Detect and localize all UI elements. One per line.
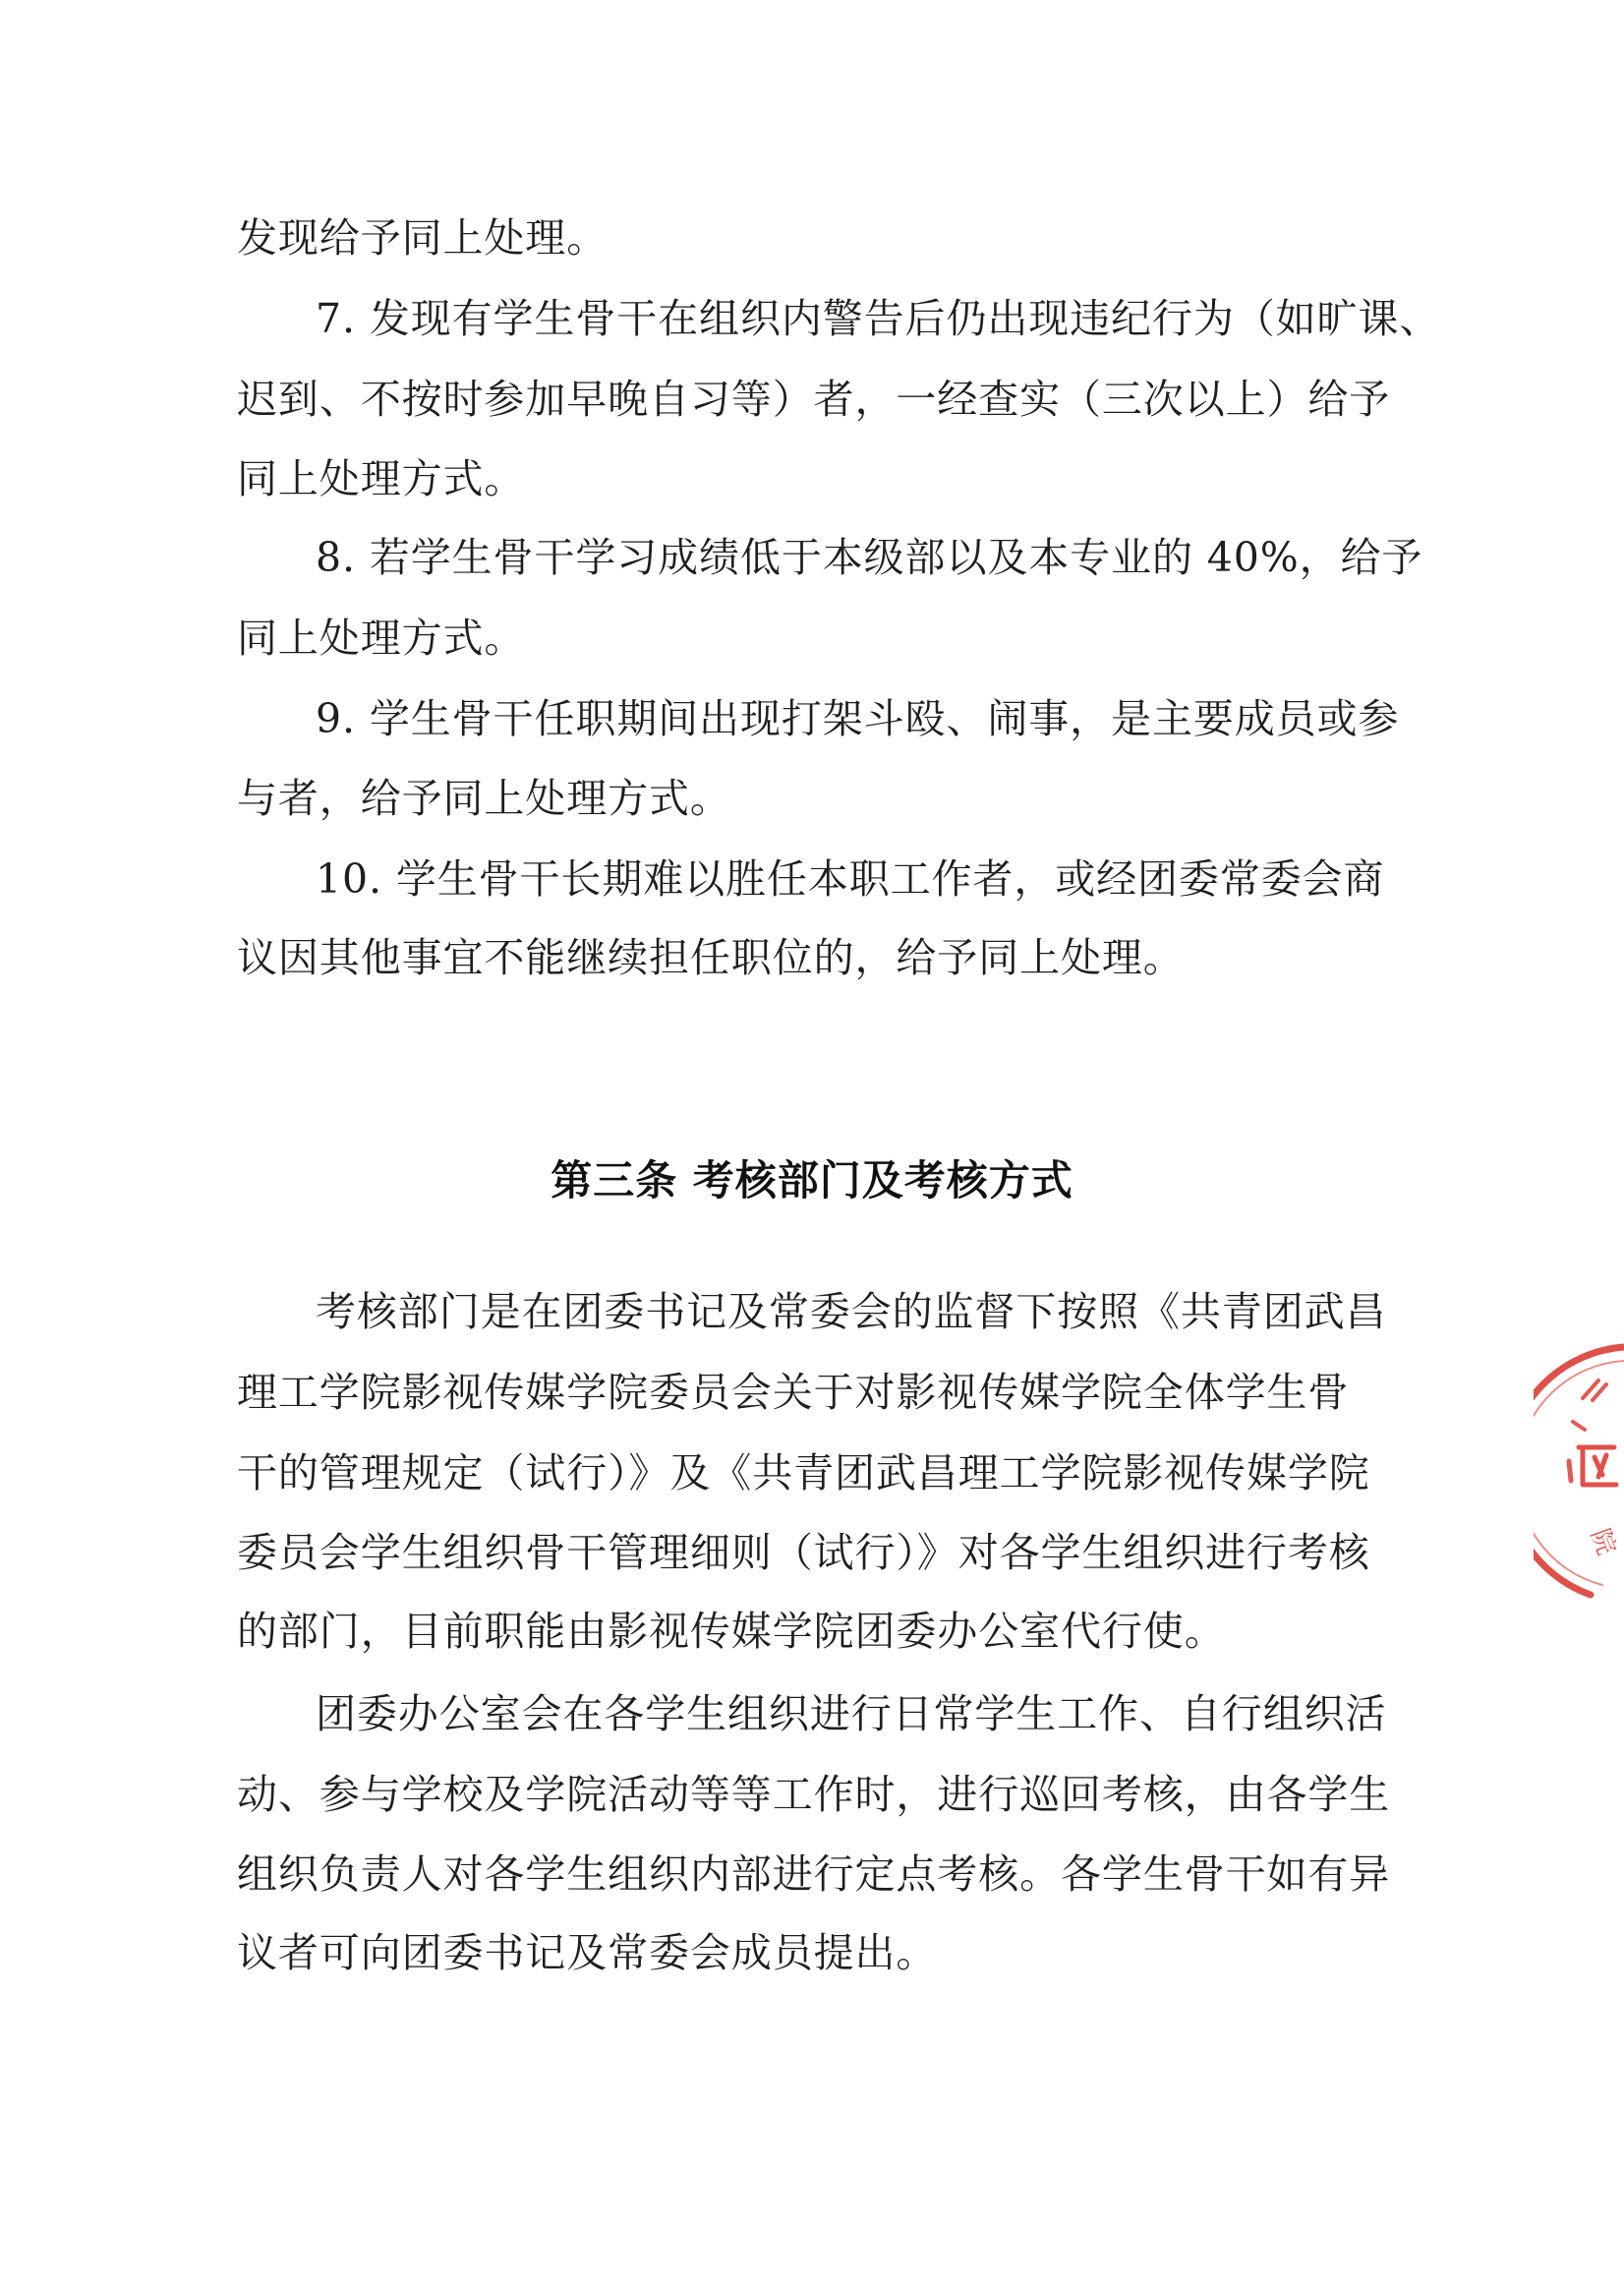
list-item-8: 8. 若学生骨干学习成绩低于本级部以及本专业的 40%，给予 (316, 534, 1423, 581)
official-seal-stamp (1534, 1337, 1624, 1603)
text-line: 理工学院影视传媒学院委员会关于对影视传媒学院全体学生骨 (237, 1369, 1350, 1416)
text-line: 同上处理方式。 (237, 455, 526, 502)
text-line: 的部门，目前职能由影视传媒学院团委办公室代行使。 (237, 1608, 1226, 1655)
paragraph-start: 考核部门是在团委书记及常委会的监督下按照《共青团武昌 (316, 1288, 1387, 1335)
text-line: 与者，给予同上处理方式。 (237, 775, 731, 822)
article-heading: 第三条 考核部门及考核方式 (551, 1156, 1073, 1204)
text-line: 迟到、不按时参加早晚自习等）者，一经查实（三次以上）给予 (237, 376, 1391, 423)
list-item-10: 10. 学生骨干长期难以胜任本职工作者，或经团委常委会商 (316, 855, 1385, 903)
text-line: 干的管理规定（试行）》及《共青团武昌理工学院影视传媒学院 (237, 1449, 1370, 1497)
text-line: 委员会学生组织骨干管理细则（试行）》对各学生组织进行考核 (237, 1529, 1370, 1576)
text-line: 议者可向团委书记及常委会成员提出。 (237, 1929, 938, 1976)
text-line: 同上处理方式。 (237, 615, 526, 662)
seal-text: 院 (1584, 1524, 1621, 1559)
list-item-7: 7. 发现有学生骨干在组织内警告后仍出现违纪行为（如旷课、 (316, 295, 1441, 342)
paragraph-start: 团委办公室会在各学生组织进行日常学生工作、自行组织活 (316, 1690, 1387, 1737)
text-line: 发现给予同上处理。 (237, 214, 609, 262)
text-line: 动、参与学校及学院活动等等工作时，进行巡回考核，由各学生 (237, 1771, 1391, 1818)
list-item-9: 9. 学生骨干任职期间出现打架斗殴、闹事，是主要成员或参 (316, 695, 1400, 742)
text-line: 议因其他事宜不能继续担任职位的，给予同上处理。 (237, 934, 1185, 981)
text-line: 组织负责人对各学生组织内部进行定点考核。各学生骨干如有异 (237, 1850, 1391, 1898)
